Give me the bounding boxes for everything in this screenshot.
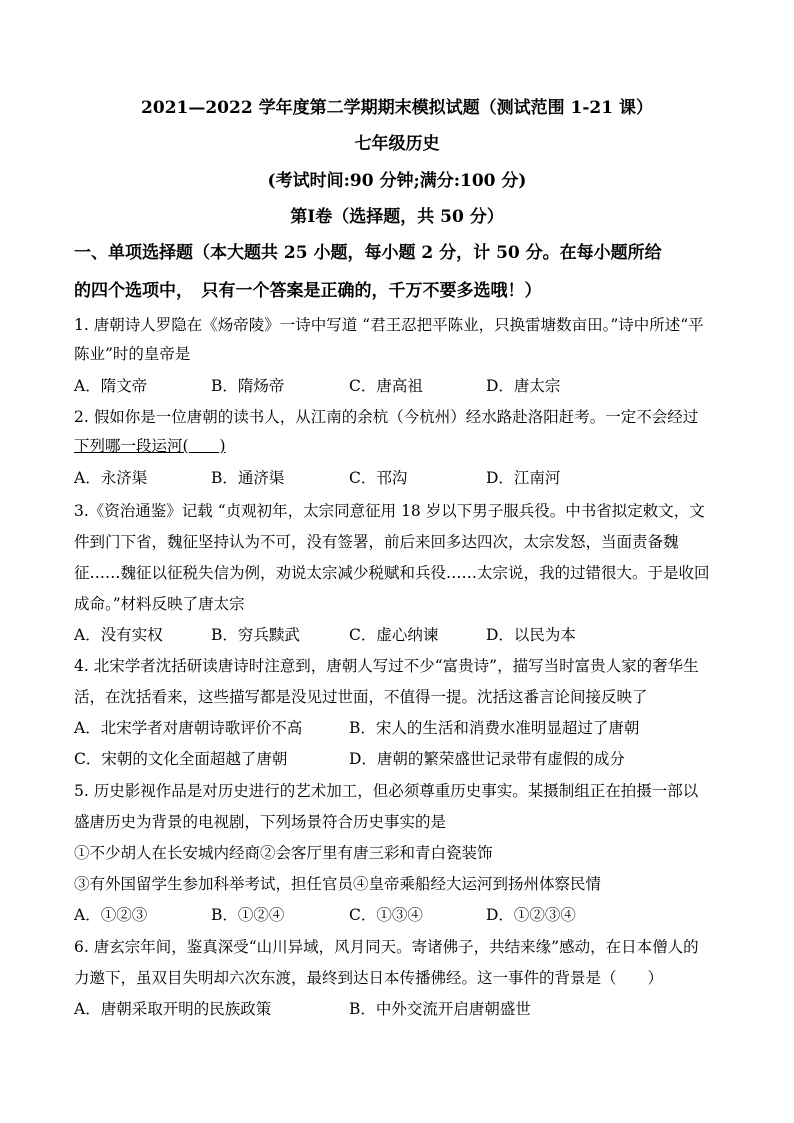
- question-3-option-d: D．以民为本: [486, 626, 576, 644]
- question-1-line-1: 1. 唐朝诗人罗隐在《炀帝陵》一诗中写道 “君王忍把平陈业，只换雷塘数亩田。”诗中所述“平: [74, 316, 704, 334]
- question-3-line-2: 件到门下省，魏征坚持认为不可，没有签署，前后来回多达四次，太宗发怒，当面责备魏: [74, 533, 679, 551]
- question-2-option-a: A．永济渠: [74, 469, 148, 487]
- exam-info: (考试时间:90 分钟;满分:100 分): [267, 171, 527, 191]
- question-5-option-b: B．①②④: [211, 906, 285, 924]
- question-4-line-2: 活，在沈括看来，这些描写都是没见过世面，不值得一提。沈括这番言论间接反映了: [74, 688, 648, 706]
- question-1-line-2: 陈业”时的皇帝是: [74, 345, 191, 363]
- question-5-option-d: D．①②③④: [486, 906, 576, 924]
- section-heading-line-1: 一、单项选择题（本大题共 25 小题，每小题 2 分，计 50 分。在每小题所给: [74, 243, 662, 263]
- question-5-option-c: C．①③④: [349, 906, 423, 924]
- question-6-line-2: 力邀下，虽双目失明却六次东渡，最终到达日本传播佛经。这一事件的背景是（ ）: [74, 969, 664, 987]
- question-3-option-a: A．没有实权: [74, 626, 163, 644]
- question-3-line-1: 3.《资治通鉴》记载 “贞观初年，太宗同意征用 18 岁以下男子服兵役。中书省拟定敕文，文: [74, 502, 705, 520]
- question-5-line-1: 5. 历史影视作品是对历史进行的艺术加工，但必须尊重历史事实。某摄制组正在拍摄一部以: [74, 782, 699, 800]
- question-4-line-1: 4. 北宋学者沈括研读唐诗时注意到，唐朝人写过不少“富贵诗”，描写当时富贵人家的奢华生: [74, 657, 699, 675]
- question-3-line-3: 征……魏征以征税失信为例，劝说太宗减少税赋和兵役……太宗说，我的过错很大。于是收回: [74, 564, 710, 582]
- question-4-option-c: C．宋朝的文化全面超越了唐朝: [74, 750, 288, 768]
- question-1-option-a: A．隋文帝: [74, 377, 148, 395]
- question-1-option-d: D．唐太宗: [486, 377, 561, 395]
- exam-title: 2021—2022 学年度第二学期期末模拟试题（测试范围 1-21 课）: [141, 98, 653, 118]
- question-6-option-a: A．唐朝采取开明的民族政策: [74, 1000, 272, 1018]
- volume-title: 第Ⅰ卷（选择题，共 50 分）: [290, 207, 504, 227]
- question-1-option-c: C．唐高祖: [349, 377, 423, 395]
- question-5-line-2: 盛唐历史为背景的电视剧，下列场景符合历史事实的是: [74, 813, 447, 831]
- question-3-line-4: 成命。”材料反映了唐太宗: [74, 595, 245, 613]
- question-5-option-a: A．①②③: [74, 906, 148, 924]
- question-2-option-b: B．通济渠: [211, 469, 285, 487]
- question-4-option-d: D．唐朝的繁荣盛世记录带有虚假的成分: [349, 750, 625, 768]
- question-2-option-c: C．邗沟: [349, 469, 408, 487]
- question-3-option-c: C．虚心纳谏: [349, 626, 439, 644]
- question-3-option-b: B．穷兵黩武: [211, 626, 300, 644]
- question-4-option-a: A．北宋学者对唐朝诗歌评价不高: [74, 719, 303, 737]
- question-5-line-3: ①不少胡人在长安城内经商②会客厅里有唐三彩和青白瓷装饰: [74, 844, 493, 862]
- question-6-option-b: B．中外交流开启唐朝盛世: [349, 1000, 531, 1018]
- question-1-option-b: B．隋炀帝: [211, 377, 285, 395]
- question-6-line-1: 6. 唐玄宗年间，鉴真深受“山川异域，风月同天。寄诸佛子，共结来缘”感动，在日本僧人的: [74, 938, 699, 956]
- question-2-line-2: 下列哪一段运河( ): [74, 437, 226, 455]
- question-4-option-b: B．宋人的生活和消费水准明显超过了唐朝: [349, 719, 640, 737]
- subject-title: 七年级历史: [354, 134, 440, 154]
- section-heading-line-2: 的四个选项中， 只有一个答案是正确的，千万不要多选哦！）: [74, 281, 542, 301]
- question-2-option-d: D．江南河: [486, 469, 561, 487]
- question-5-line-4: ③有外国留学生参加科举考试，担任官员④皇帝乘船经大运河到扬州体察民情: [74, 875, 602, 893]
- question-2-line-1: 2. 假如你是一位唐朝的读书人，从江南的余杭（今杭州）经水路赴洛阳赶考。一定不会经过: [74, 408, 699, 426]
